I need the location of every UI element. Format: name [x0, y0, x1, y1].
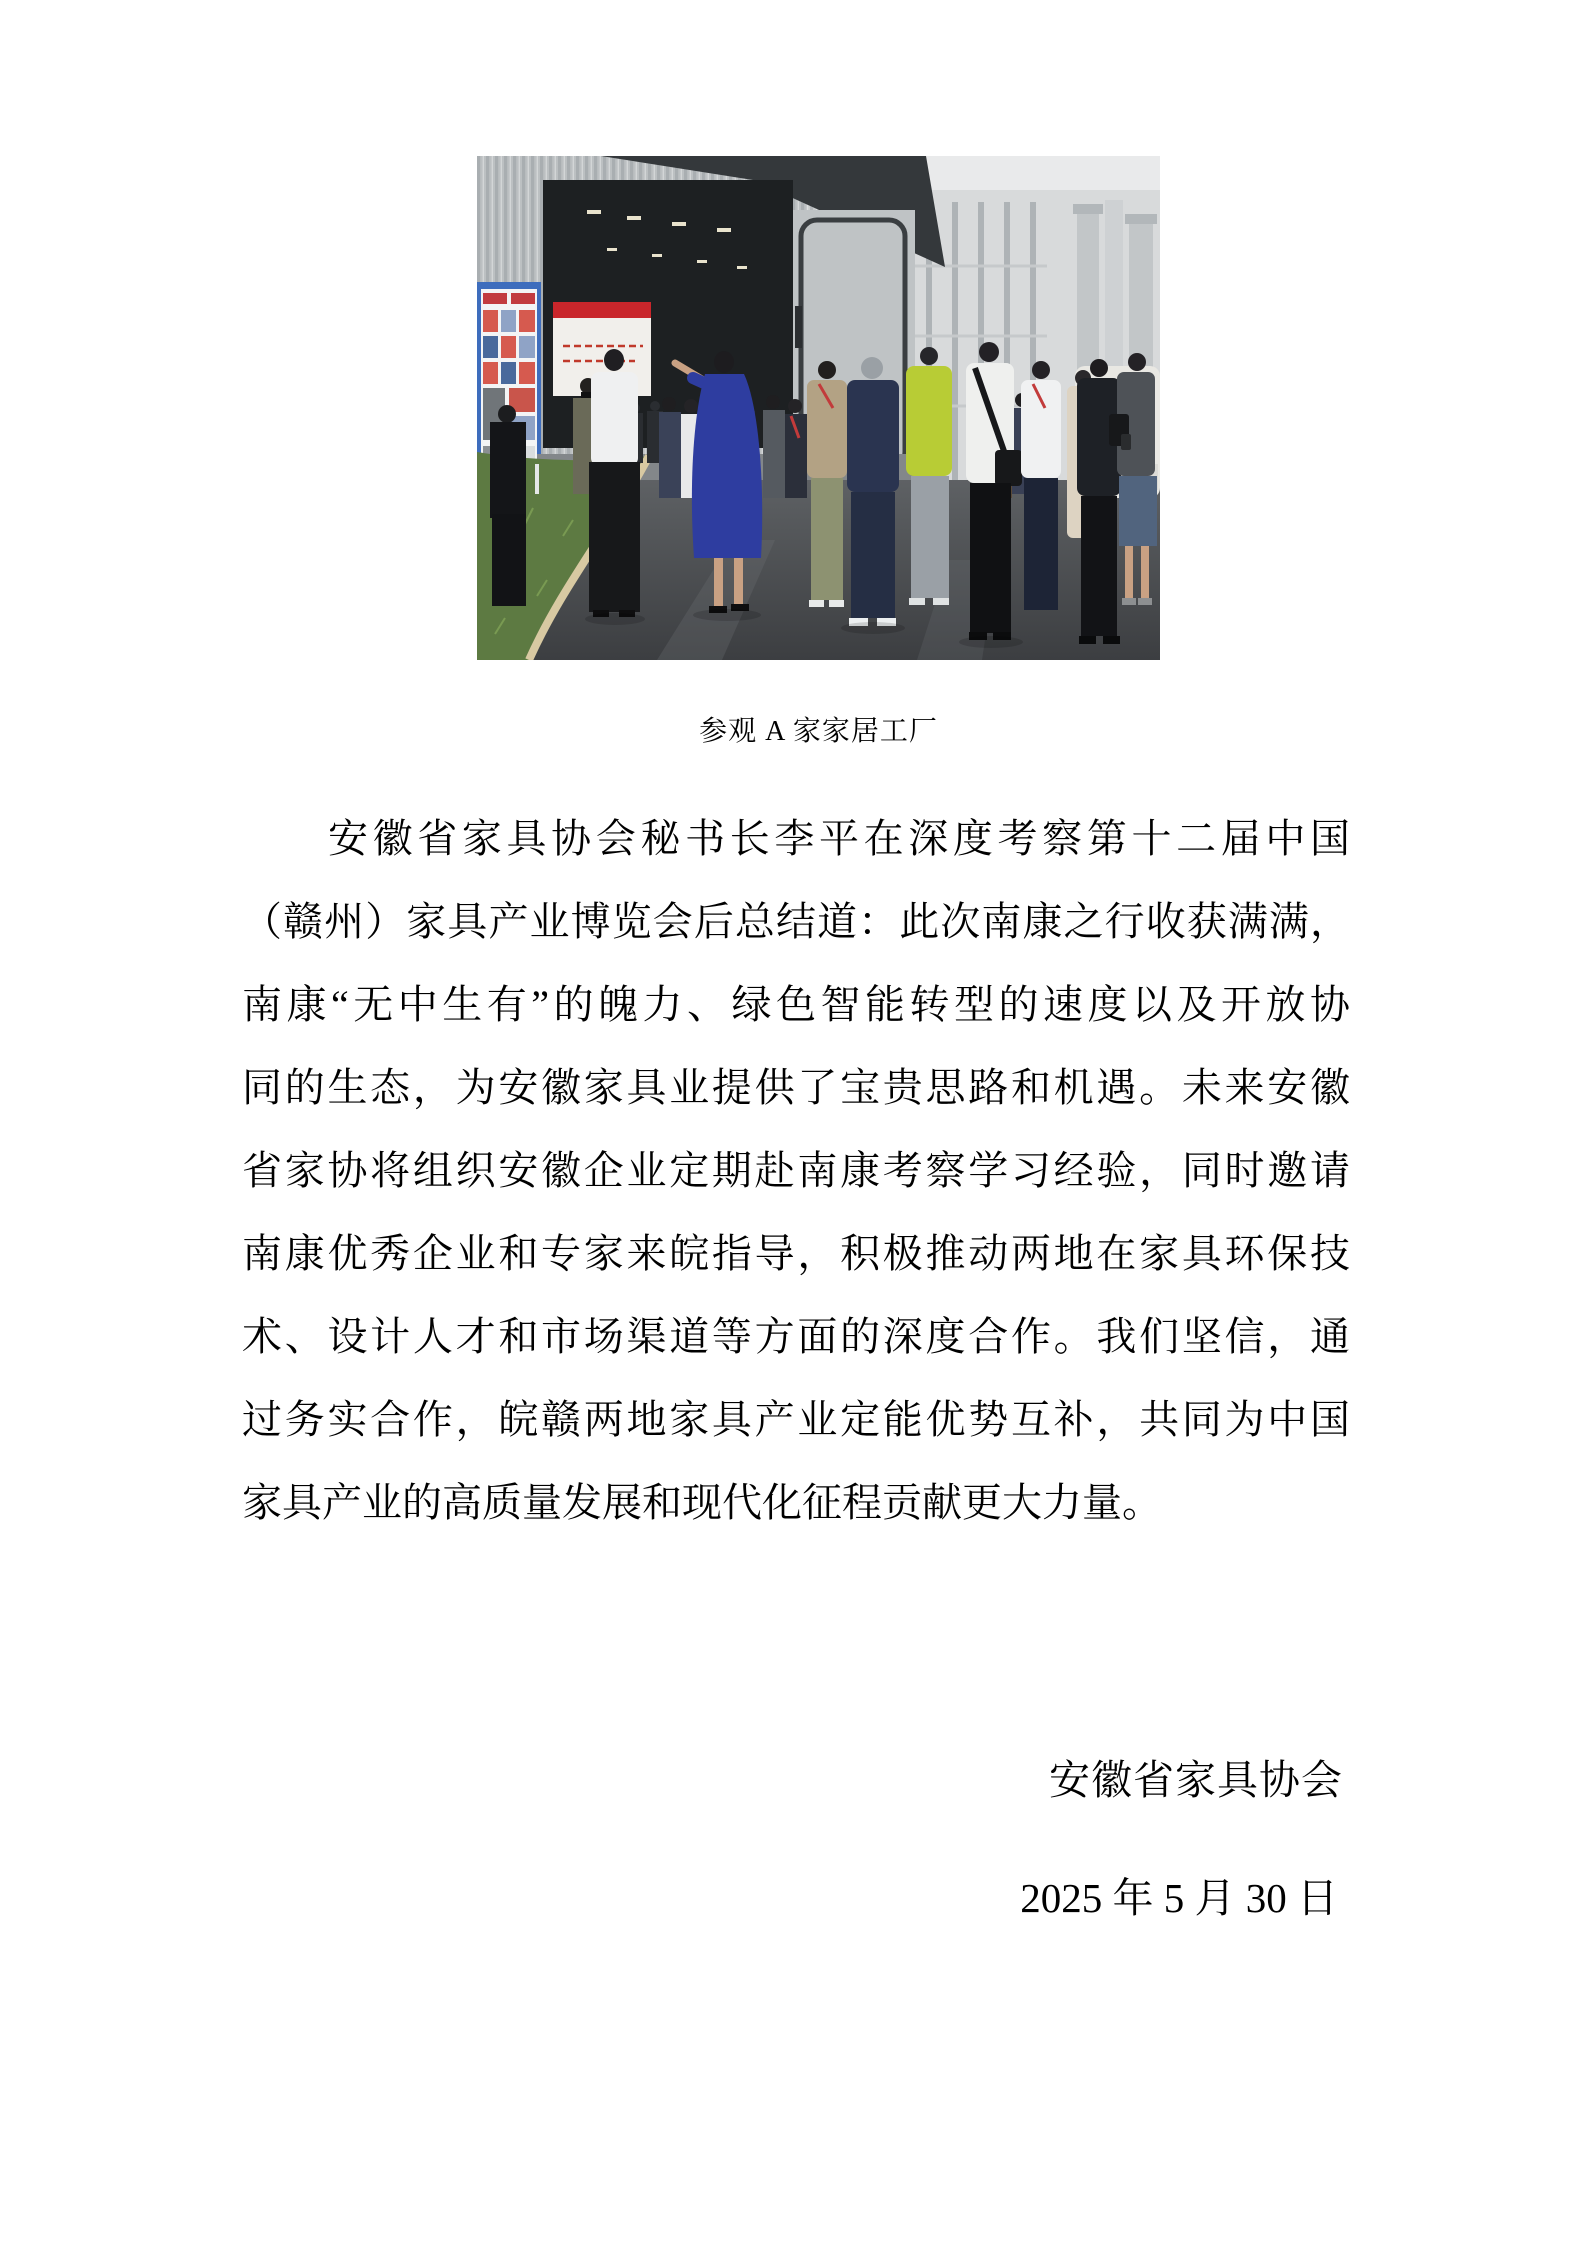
paragraph-line: 术、设计人才和市场渠道等方面的深度合作。我们坚信，通 — [242, 1314, 1350, 1359]
factory-visit-scene — [477, 156, 1160, 660]
person-black-dress — [490, 405, 526, 606]
paragraph-line: （赣州）家具产业博览会后总结道：此次南康之行收获满满， — [242, 899, 1350, 944]
paragraph-line: 家具产业的高质量发展和现代化征程贡献更大力量。 — [242, 1480, 1162, 1525]
paragraph-line: 过务实合作，皖赣两地家具产业定能优势互补，共同为中国 — [242, 1397, 1350, 1442]
person-tan-top — [807, 361, 847, 607]
paragraph-line: 省家协将组织安徽企业定期赴南康考察学习经验，同时邀请 — [242, 1148, 1350, 1193]
person-white-shirt-presenter — [585, 349, 645, 625]
paragraph-line: 南康“无中生有”的魄力、绿色智能转型的速度以及开放协 — [242, 982, 1350, 1027]
industrial-towers — [1073, 200, 1157, 382]
crowd — [490, 342, 1157, 648]
paragraph-line: 安徽省家具协会秘书长李平在深度考察第十二届中国 — [328, 816, 1350, 861]
person-white-shirt-right — [1021, 361, 1061, 610]
post — [535, 464, 539, 494]
paragraph-line: 南康优秀企业和专家来皖指导，积极推动两地在家具环保技 — [242, 1231, 1350, 1276]
signature: 安徽省家具协会 — [1049, 1757, 1343, 1803]
photo-caption: 参观 A 家家居工厂 — [699, 716, 938, 747]
factory-visit-photo — [477, 156, 1160, 660]
person-lime-shirt — [906, 347, 952, 605]
date: 2025 年 5 月 30 日 — [1020, 1875, 1338, 1921]
body-paragraph — [242, 797, 1350, 1544]
person-dark-suit — [1077, 359, 1121, 644]
paragraph-line: 同的生态，为安徽家具业提供了宝贵思路和机遇。未来安徽 — [242, 1065, 1350, 1110]
